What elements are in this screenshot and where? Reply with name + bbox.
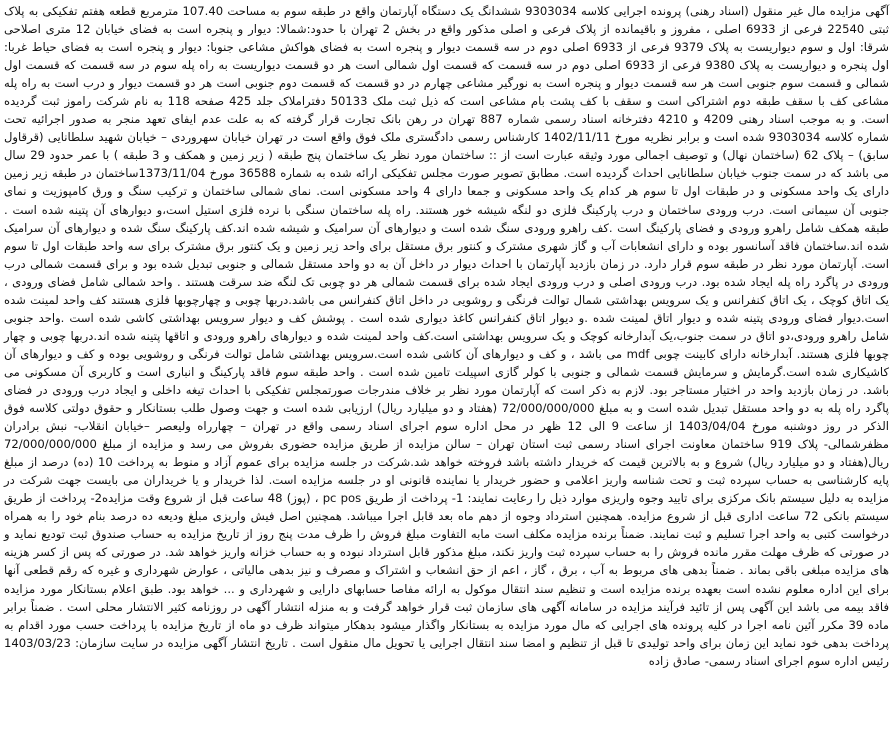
notice-text: آگهی مزایده مال غیر منقول (اسناد رهنی) پرونده اجرایی کلاسه 9303034 ششدانگ یک دستگاه آپارتمان واقع در طبقه سوم به مساحت 107.40 مترمربع قطعه هفتم تفکیکی به پلاک ثبتی 22540 فرعی از 6933 اصلی ، مفروز و باقیمانده از پلاک فرعی و اصلی مذکور واقع در بخش 2 تهران با حدود:شمالا: دیوار و پنجره است به فضای خیابان 12 متری اصلاحی شرقا: اول و سوم دیواریست به پلاک 9379 فرعی از 6933 اصلی دوم در سه قسمت دیوار و پنجره است به فضای هواکش مشاعی جنوبا: دیوار و پنجره است به فضای حیاط غربا: اول پنجره و دیواریست به پلاک 9380 فرعی از 6933 اصلی دوم در سه قسمت که قسمت اول شمالی است هر دو قسمت دیواریست به راه پله سوم در سه قسمت که قسمت اول شمالی و قسمت سوم جنوبی است هر سه قسمت دیوار و پنجره است به نورگیر مشاعی چهارم در دو قسمت که قسمت دوم جنوبی است هر دو قسمت دیوار و درب است به راه پله مشاعی کف با سقف طبقه دوم اشتراکی است و سقف با کف پشت بام مشاعی است که ذیل ثبت ملک 50133 دفتراملاک جلد 425 صفحه 118 به نام شرکت راموز ثبت گردیده است. و به موجب اسناد رهنی 4209 و 4210 دفترخانه اسناد رسمی شماره 887 تهران در رهن بانک تجارت قرار گرفته که به علت عدم ایفای تعهد منجر به صدور اجرائیه تحت شماره کلاسه 9303034 شده است و برابر نظریه مورخ 1402/11/11 کارشناس رسمی دادگستری ملک فوق واقع است در تهران خیابان سهروردی – خیابان شهید سلطانایی (قرقاول سابق) – پلاک 62 (ساختمان نهال) و توصیف اجمالی مورد وثیقه عبارت است از :: ساختمان مورد نظر یک ساختمان پنج طبقه ( زیر زمین و همکف و 3 طبقه ) با عمر حدود 29 سال می باشد که در سمت جنوب خیابان سلطانایی احداث گردیده است. مطابق تصویر صورت مجلس تفکیکی ارائه شده به شماره 36588 مورخ 1373/11/04ساختمان در طبقه زیر زمین دارای یک واحد مسکونی و در طبقات اول تا سوم هر کدام یک واحد مسکونی و جمعا دارای 4 واحد مسکونی است. نمای شمالی ساختمان و ترکیب سنگ و ورق کامپوزیت و نمای جنوبی آن سیمانی است. درب ورودی ساختمان و درب پارکینگ فلزی دو لنگه شیشه خور هستند. راه پله ساختمان سنگی با نرده فلزی استیل است،و دیوارهای آن پتینه شده است . طبقه همکف شامل راهرو ورودی و فضای پارکینگ است .کف راهرو ورودی سنگ شده است و دیوارهای آن سرامیک و شیشه شده اند.کف پارکینگ سنگ شده و دیوارهای آن سرامیک شده اند.ساختمان فاقد آسانسور بوده و دارای انشعابات آب و گاز شهری مشترک و کنتور برق مستقل برای واحد زیر زمین و یک کنتور برق مشترک برای سه واحد طبقات اول تا سوم است. آپارتمان مورد نظر در طبقه سوم قرار دارد. در زمان بازدید آپارتمان با احداث دیوار در داخل آن به دو واحد مستقل شمالی و جنوبی تبدیل شده بود و برای قسمت شمالی درب ورودی در پاگرد راه پله ایجاد شده بود. درب ورودی اصلی و درب ورودی ایجاد شده برای قسمت شمالی هر دو چوبی تک لنگه ضد سرقت هستند . واحد شمالی شامل فضای ورودی ، یک اتاق کوچک ، یک اتاق کنفرانس و یک سرویس بهداشتی شمال توالت فرنگی و روشویی در داخل اتاق کنفرانس می باشد.دربها چوبی و چهارچوبها فلزی هستند کف واحد لمینت شده است.دیوار فضای ورودی پتینه شده و دیوار اتاق لمینت شده .و دیوار اتاق کنفرانس کاغذ دیواری شده است . پوشش کف و دیوار سرویس بهداشتی کاشی شده است .واحد جنوبی شامل راهرو ورودی،دو اتاق در سمت جنوب،یک آبدارخانه کوچک و یک سرویس بهداشتی است.کف واحد لمینت شده و دیوارهای راهرو ورودی و اتاقها پتینه شده اند.دربها چوبی و چهار چوبها فلزی هستند. آبدارخانه دارای کابینت چوبی mdf می باشد ، و کف و دیوارهای آن کاشی شده است.سرویس بهداشتی شامل توالت فرنگی و روشویی بوده و کف و دیوارهای آن کاشیکاری شده است.گرمایش و سرمایش قسمت شمالی و جنوبی با کولر گازی اسپیلت تامین شده است . واحد طبقه سوم فاقد پارکینگ و انباری است و کاربری آن مسکونی می باشد. در زمان بازدید واحد در اختیار مستاجر بود. لازم به ذکر است که آپارتمان مورد نظر بر خلاف مندرجات صورتمجلس تفکیکی با احداث تیغه داخلی و ایجاد درب ورودی در فضای پاگرد راه پله به دو واحد مستقل تبدیل شده است و به مبلغ 72/000/000/000 (هفتاد و دو میلیارد ریال) ارزیابی شده است و جهت وصول طلب بستانکار و حقوق دولتی کلاسه فوق الذکر در روز دوشنبه مورخ 1403/04/04 از ساعت 9 الی 12 ظهر در محل اداره سوم اجرای اسناد رسمی واقع در تهران – چهارراه ولیعصر –خیابان انقلاب- نبش برادران مظفرشمالی- پلاک 919 ساختمان معاونت اجرای اسناد رسمی ثبت استان تهران – سالن مزایده از طریق مزایده حضوری بفروش می رسد و مزایده از مبلغ 72/000/000/000 ریال(هفتاد و دو میلیارد ریال) شروع و به بالاترین قیمت که خریدار داشته باشد فروخته خواهد شد.شرکت در جلسه مزایده برای عموم آزاد و منوط به پرداخت 10 (ده) درصد از مبلغ پایه کارشناسی به حساب سپرده ثبت و تحت شناسه واریز اعلامی و حضور خریدار یا نماینده قانونی او در جلسه مزایده است. لذا خریدار و یا خریداران می بایست جهت شرکت در مزایده به دلیل سیستم بانک مرکزی برای تایید وجوه واریزی موارد ذیل را رعایت نمایند: 1- پرداخت از طریق pc pos ، (پوز) 48 ساعت قبل از شروع وقت مزایده2- پرداخت از طریق سیستم بانکی 72 ساعت اداری قبل از شروع مزایده. همچنین استرداد وجوه از دهم ماه بعد قابل اجرا میباشد. همچنین اصل فیش واریزی مبلغ ودیعه ده درصد بنام خود را به همراه درخواست کتبی به واحد اجرا تسلیم و ثبت نمایند. ضمناً برنده مزایده مکلف است مابه التفاوت مبلغ فروش را ظرف مدت پنج روز از تاریخ مزایده به حساب صندوق ثبت تودیع نماید و در صورتی که ظرف مهلت مقرر مانده فروش را به حساب سپرده ثبت واریز نکند، مبلغ مذکور قابل استرداد نبوده و به حساب خزانه واریز خواهد شد. در صورتی که پس از کسر هزینه های مزایده مبلغی باقی بماند . ضمناً بدهی های مربوط به آب ، برق ، گاز ، اعم از حق انشعاب و اشتراک و مصرف و نیز بدهی مالیاتی ، عوارض شهرداری و غیره که رقم قطعی آنها برای این اداره معلوم نشده است بعهده برنده مزایده است و تنظیم سند انتقال موکول به ارائه مفاصا حسابهای دارایی و شهرداری و ... خواهد بود. طبق اعلام بستانکار مورد مزایده فاقد بیمه می باشد این آگهی پس از تائید فرآیند مزایده در سامانه آگهی های سازمان ثبت قرار خواهد گرفت و به منزله انتشار آگهی در روزنامه کثیر الانتشار محلی است . ضمناً برابر ماده 39 مکرر آئین نامه اجرا در کلیه پرونده های اجرایی که مال مورد مزایده به بستانکار واگذار میشود بدهکار میتواند ظرف دو ماه از تاریخ مزایده با پرداخت حسب مورد اقدام به پرداخت بدهی خود نماید این زمان برای واحد تولیدی تا قبل از تنظیم و امضا سند انتقال اجرایی یا تحویل مال منقول است . تاریخ انتشار آگهی مزایده در سایت سازمان: 1403/03/23 رئیس اداره سوم اجرای اسناد رسمی- صادق زاده [4,4,890,668]
